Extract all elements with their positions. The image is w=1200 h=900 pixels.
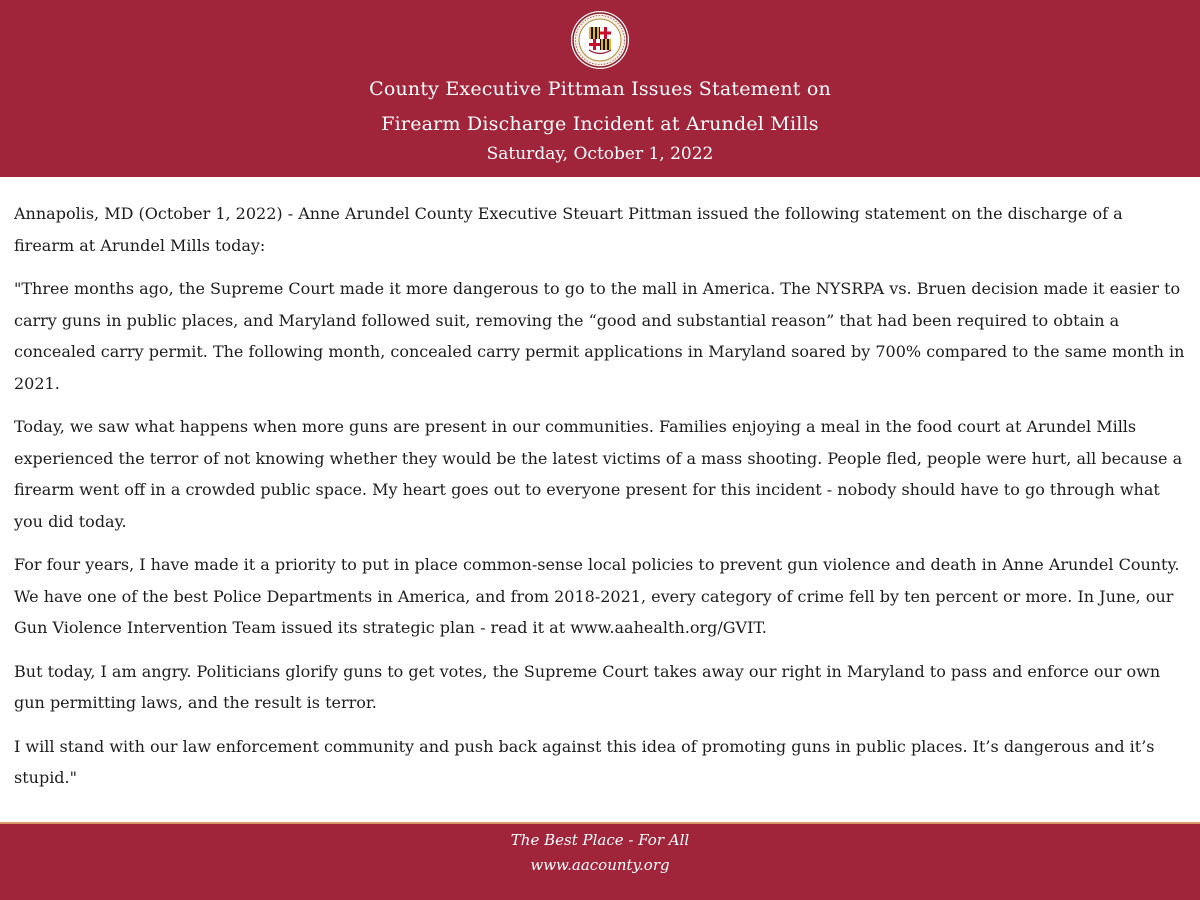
statement-body (14, 198, 1186, 806)
paragraph-quote-3: For four years, I have made it a priority to put in place common-sense local policies to prevent gun violence and death in Anne Arundel County. We have one of the best Police Departments in America, and from 2018-2021, every category of crime fell by ten percent or more. In June, our Gun Violence Intervention Team issued its strategic plan - read it at www.aahealth.org/GVIT. (14, 555, 1180, 637)
header-banner (0, 0, 1200, 177)
title-line-2: Firearm Discharge Incident at Arundel Mills (381, 113, 819, 135)
paragraph-quote-4: But today, I am angry. Politicians glorify guns to get votes, the Supreme Court takes away our right in Maryland to pass and enforce our own gun permitting laws, and the result is terror. (14, 661, 1161, 712)
county-seal-icon (570, 10, 630, 70)
footer-tagline: The Best Place - For All (510, 831, 690, 849)
statement-date: Saturday, October 1, 2022 (486, 144, 714, 164)
footer-banner (0, 822, 1200, 900)
paragraph-quote-5: I will stand with our law enforcement community and push back against this idea of promoting guns in public places. It’s dangerous and it’s stupid." (14, 736, 1155, 787)
paragraph-quote-1: "Three months ago, the Supreme Court made it more dangerous to go to the mall in America. The NYSRPA vs. Bruen decision made it easier to carry guns in public places, and Maryland followed suit, removing the “good and substantial reason” that had been required to obtain a concealed carry permit. The following month, concealed carry permit applications in Maryland soared by 700% compared to the same month in 2021. (14, 279, 1185, 393)
footer-website: www.aacounty.org (530, 856, 670, 874)
title-line-1: County Executive Pittman Issues Statement on (369, 78, 831, 100)
paragraph-quote-2: Today, we saw what happens when more guns are present in our communities. Families enjoying a meal in the food court at Arundel Mills experienced the terror of not knowing whether they would be the latest victims of a mass shooting. People fled, people were hurt, all because a firearm went off in a crowded public space. My heart goes out to everyone present for this incident - nobody should have to go through what you did today. (14, 417, 1183, 531)
paragraph-intro: Annapolis, MD (October 1, 2022) - Anne Arundel County Executive Steuart Pittman issued the following statement on the discharge of a firearm at Arundel Mills today: (14, 204, 1123, 255)
